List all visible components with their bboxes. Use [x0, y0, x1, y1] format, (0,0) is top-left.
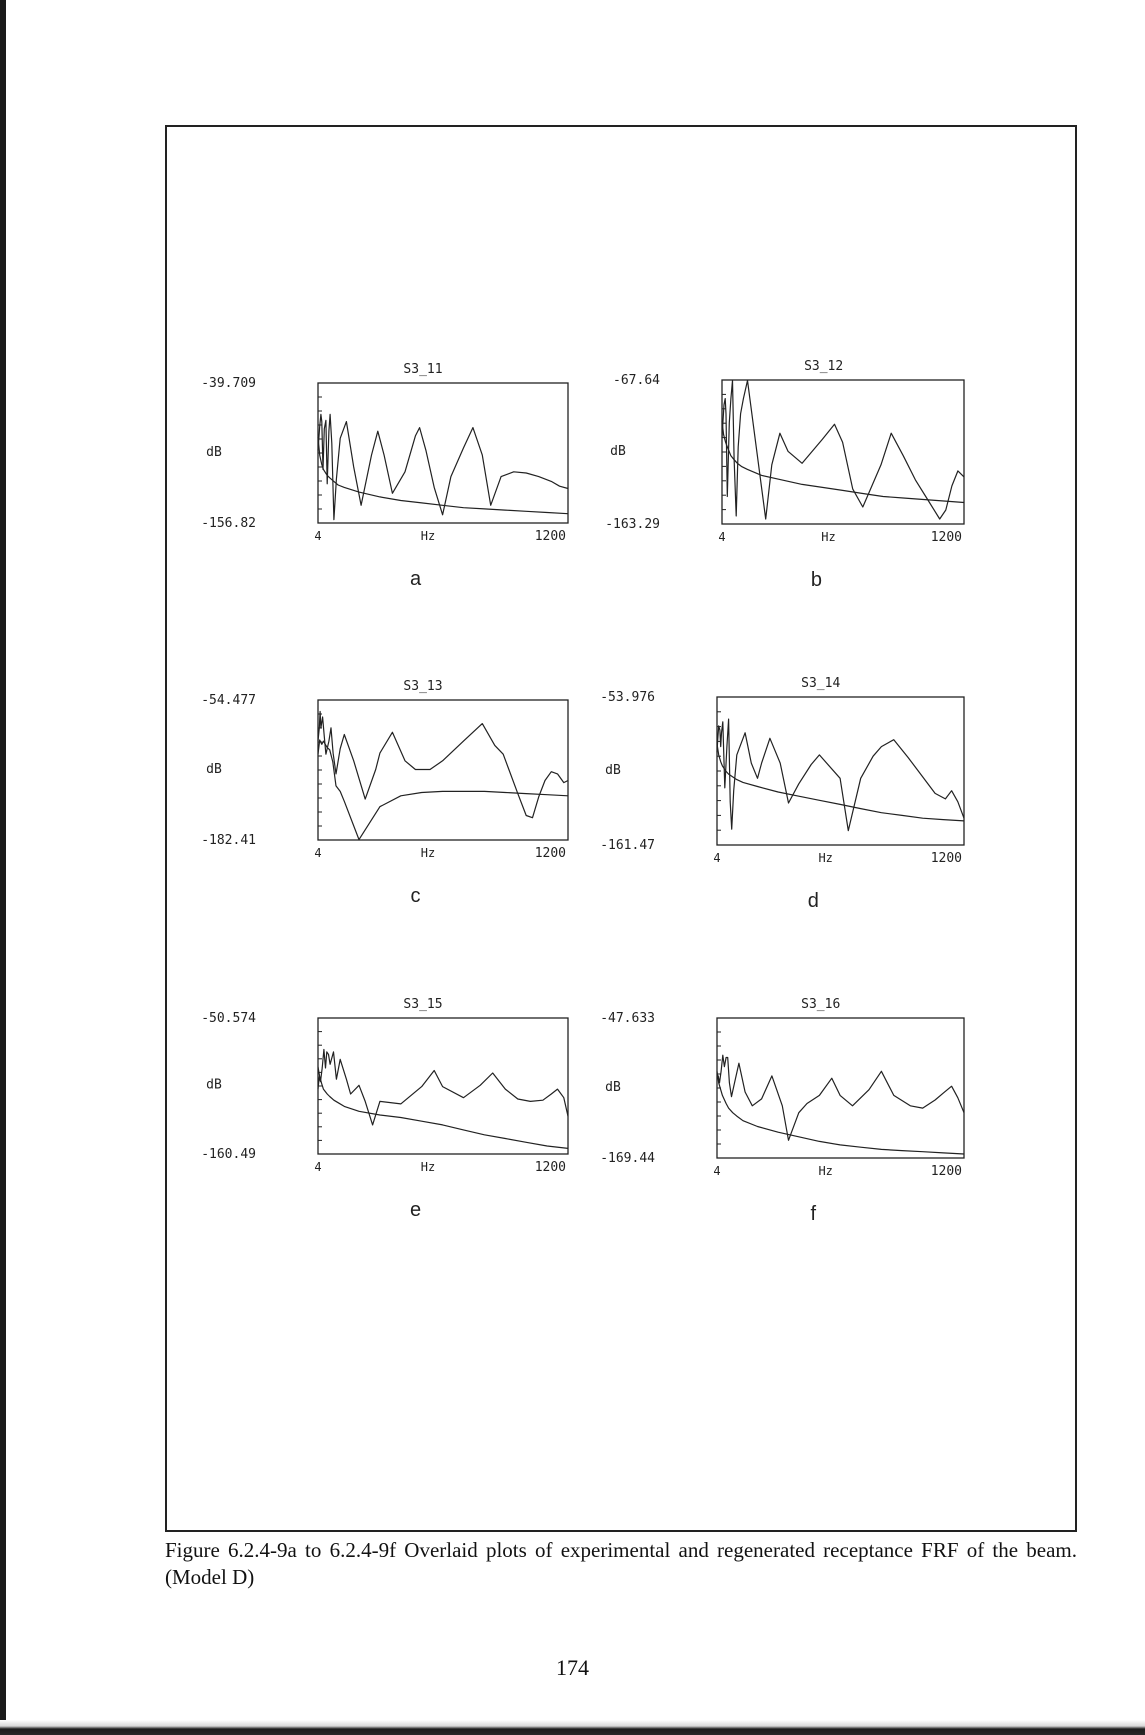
panel-a-y-min-label: -156.82: [201, 516, 256, 531]
panel-f-regenerated-frf-line: [717, 1071, 964, 1154]
panel-f-sublabel: f: [810, 1203, 817, 1225]
panel-a-x-min-label: 4: [314, 529, 322, 543]
panel-c-y-min-label: -182.41: [201, 833, 256, 848]
panel-b-x-max-label: 1200: [930, 530, 962, 545]
panel-f-plot-frame: [717, 1018, 964, 1158]
figure-caption: Figure 6.2.4-9a to 6.2.4-9f Overlaid plots of experimental and regenerated receptance FRF of the beam. (Model D): [165, 1538, 1077, 1589]
panel-f-x-axis-label: Hz: [818, 1164, 833, 1178]
panel-f-y-min-label: -169.44: [600, 1151, 655, 1166]
panel-d-x-min-label: 4: [713, 851, 721, 865]
scan-edge-bottom: [0, 1720, 1145, 1735]
panel-f-x-min-label: 4: [713, 1164, 721, 1178]
panel-e-title: S3_15: [403, 997, 443, 1012]
panel-a-x-max-label: 1200: [534, 529, 566, 544]
panel-c-regenerated-frf-line: [318, 740, 568, 840]
panel-d-title: S3_14: [801, 676, 841, 691]
panel-c-x-max-label: 1200: [534, 846, 566, 861]
panel-e-x-min-label: 4: [314, 1160, 322, 1174]
panel-b-plot-frame: [722, 380, 964, 524]
panel-e-regenerated-frf-line: [318, 1067, 568, 1149]
panel-a-sublabel: a: [409, 568, 422, 590]
panel-b-x-min-label: 4: [718, 530, 726, 544]
panel-e-sublabel: e: [409, 1199, 422, 1221]
panel-b-sublabel: b: [810, 569, 822, 591]
panel-c-experimental-frf-line: [318, 712, 568, 818]
panel-d-y-min-label: -161.47: [600, 838, 655, 853]
panel-c-plot-frame: [318, 700, 568, 840]
panel-f-x-max-label: 1200: [930, 1164, 962, 1179]
panel-a-experimental-frf-line: [318, 414, 568, 519]
panel-e-y-axis-label: dB: [206, 1077, 222, 1093]
panel-d-experimental-frf-line: [717, 719, 964, 831]
page-number: 174: [556, 1655, 589, 1680]
panel-c-x-min-label: 4: [314, 846, 322, 860]
panel-e-x-max-label: 1200: [534, 1160, 566, 1175]
panel-d-sublabel: d: [807, 890, 819, 912]
panel-d-x-max-label: 1200: [930, 851, 962, 866]
panel-b-x-axis-label: Hz: [821, 530, 836, 544]
panel-a-y-axis-label: dB: [206, 444, 222, 460]
panel-b-experimental-frf-line: [722, 381, 964, 520]
panel-f-y-axis-label: dB: [605, 1079, 621, 1095]
panel-f-title: S3_16: [801, 997, 841, 1012]
panel-b-y-max-label: -67.64: [613, 373, 660, 388]
panel-d-x-axis-label: Hz: [818, 851, 833, 865]
panel-b-title: S3_12: [804, 359, 844, 374]
panel-e-plot-frame: [318, 1018, 568, 1154]
panel-e-y-max-label: -50.574: [201, 1011, 256, 1026]
panel-a-title: S3_11: [403, 362, 443, 377]
panel-c-title: S3_13: [403, 679, 443, 694]
panel-c-sublabel: c: [410, 885, 421, 907]
panel-a-y-max-label: -39.709: [201, 376, 256, 391]
panel-a-x-axis-label: Hz: [420, 529, 436, 543]
panel-b-y-axis-label: dB: [610, 443, 626, 459]
panel-a-plot-frame: [318, 383, 568, 523]
panel-d-y-axis-label: dB: [605, 762, 621, 778]
panel-f-y-max-label: -47.633: [600, 1011, 655, 1026]
panel-f-experimental-frf-line: [717, 1055, 964, 1140]
panel-e-experimental-frf-line: [318, 1050, 568, 1125]
panel-b-y-min-label: -163.29: [605, 517, 660, 532]
panel-c-x-axis-label: Hz: [420, 846, 436, 860]
panel-d-y-max-label: -53.976: [600, 690, 655, 705]
panel-e-y-min-label: -160.49: [201, 1147, 256, 1162]
panel-c-y-max-label: -54.477: [201, 693, 256, 708]
panel-c-y-axis-label: dB: [206, 761, 222, 777]
panel-e-x-axis-label: Hz: [420, 1160, 436, 1174]
